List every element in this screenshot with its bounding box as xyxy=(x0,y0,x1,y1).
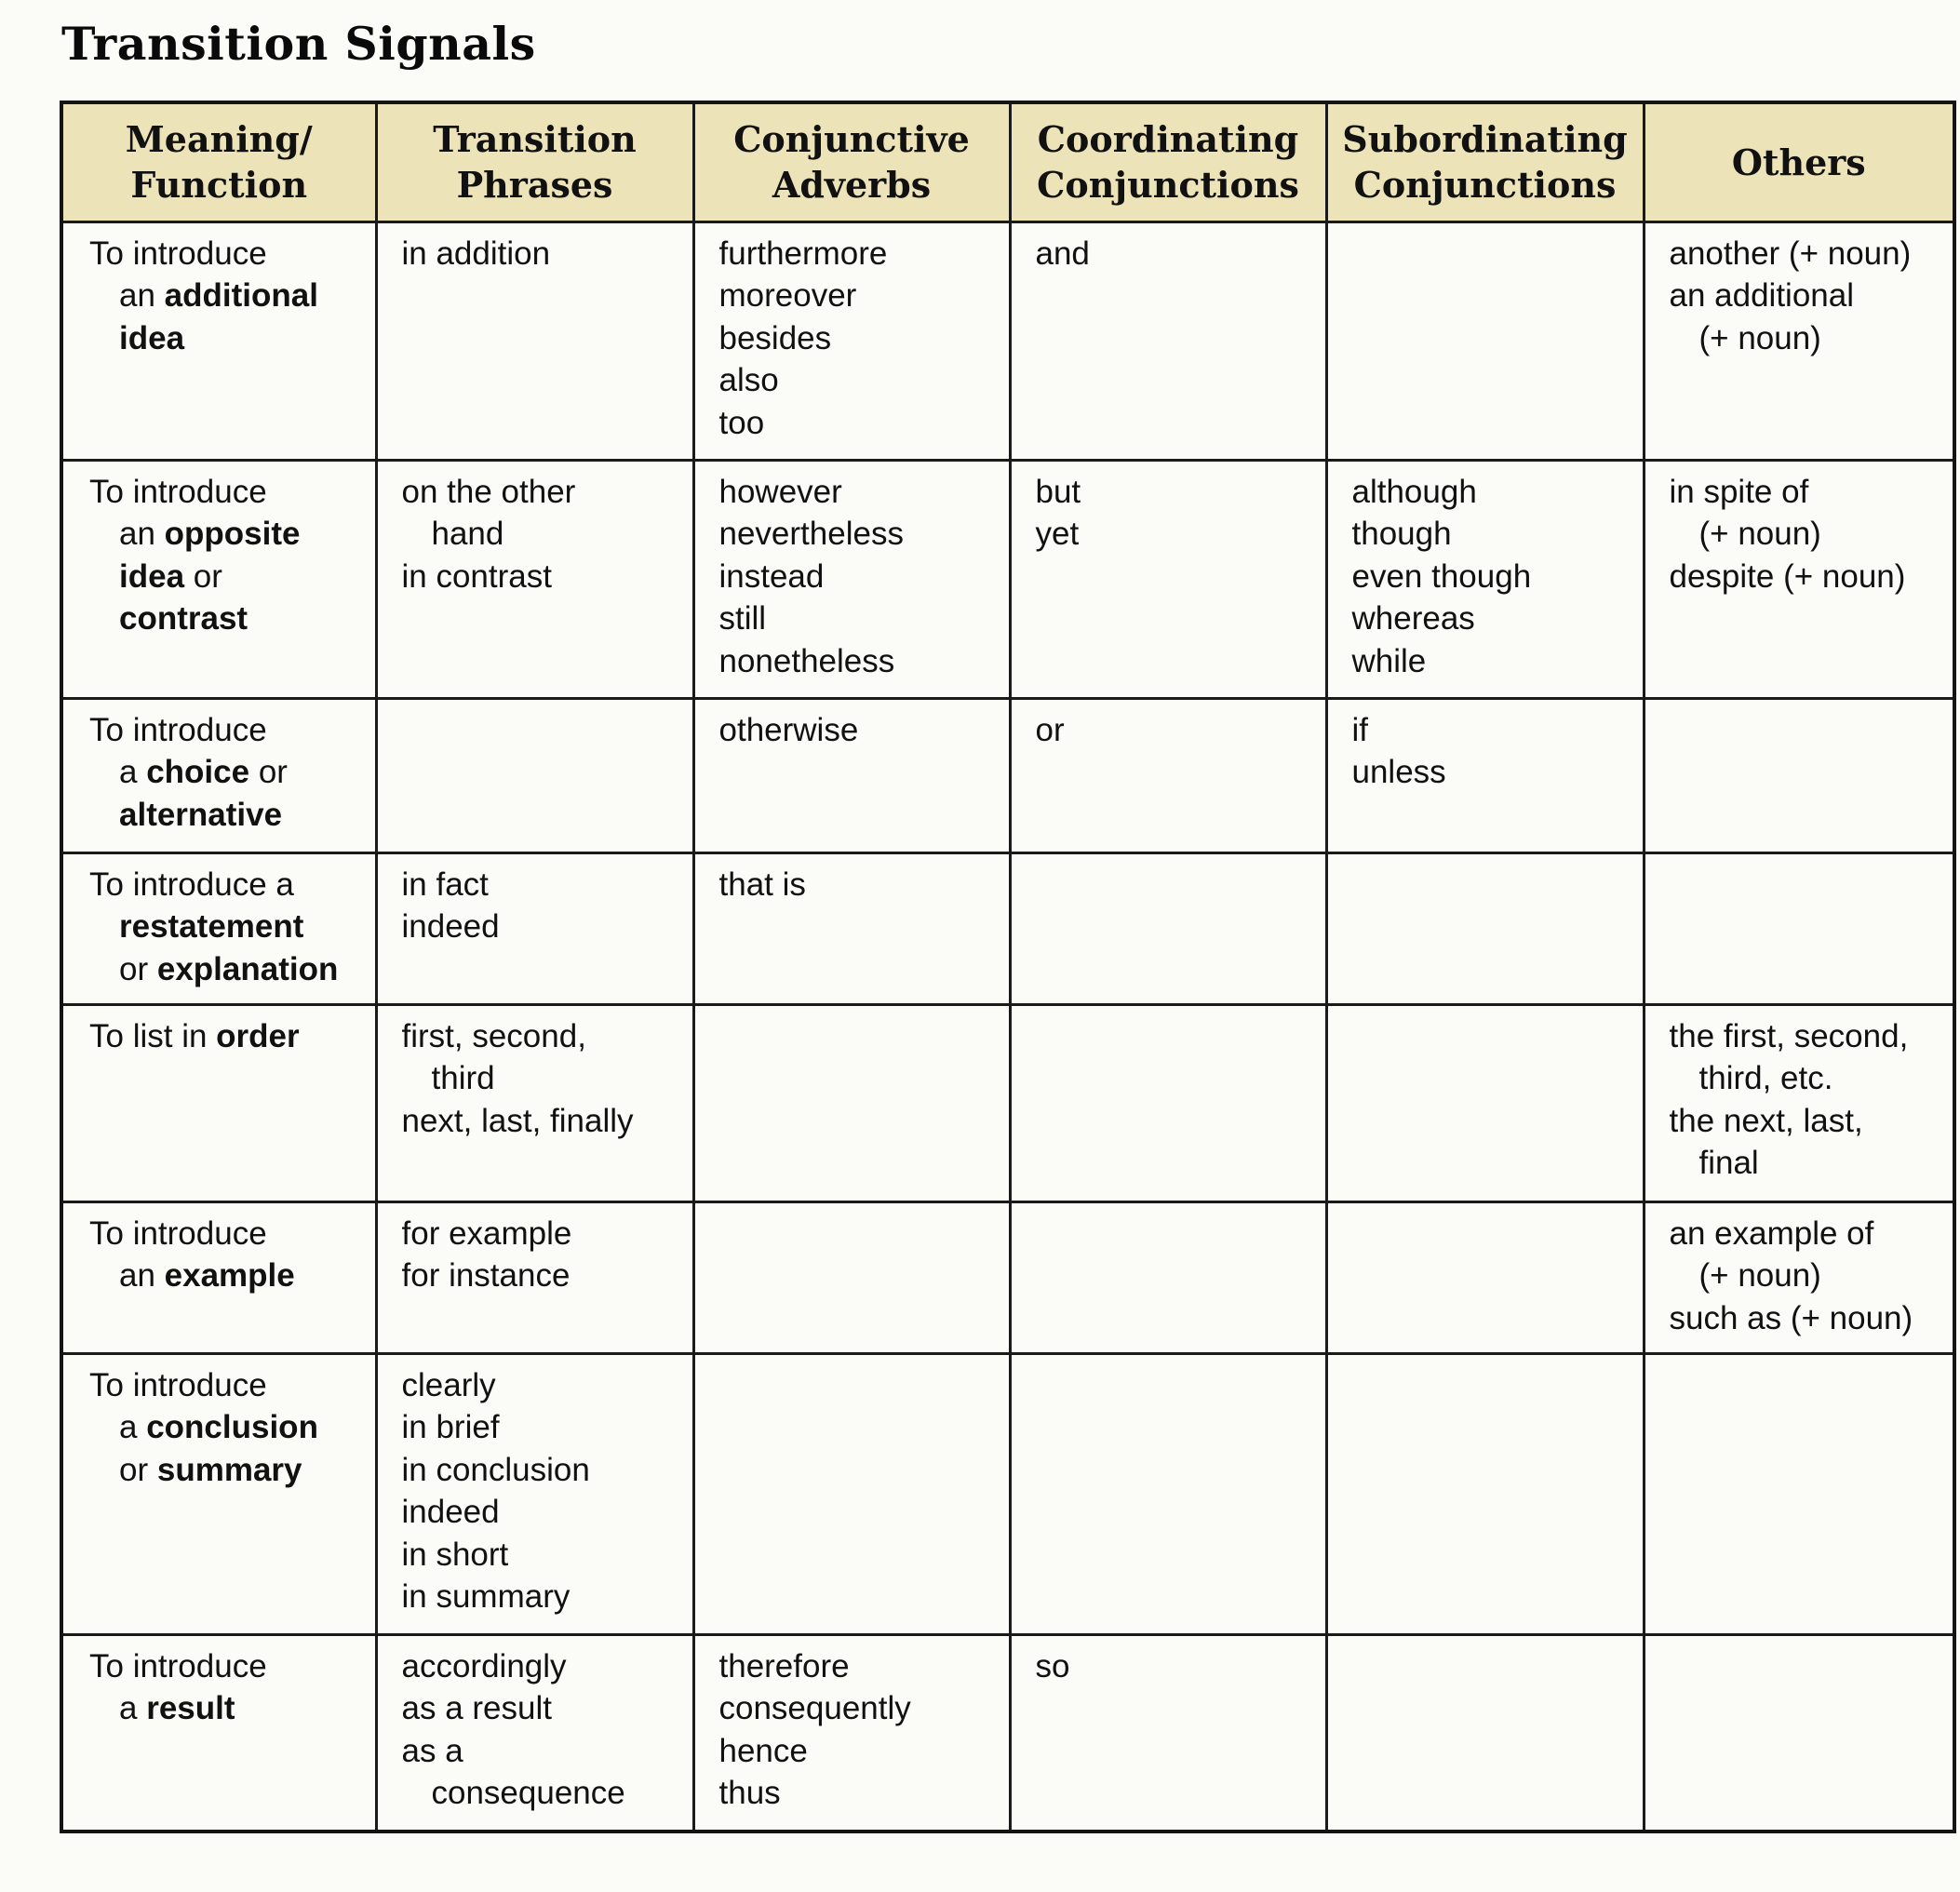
cell-line: To introduce xyxy=(89,1647,267,1684)
cell-line: a choice or xyxy=(119,754,288,790)
transition-phrases-cell xyxy=(376,1353,693,1634)
cell-line: consequently xyxy=(718,1690,911,1726)
subordinating-conjunctions-cell xyxy=(1326,852,1644,1004)
coordinating-conjunctions-cell xyxy=(1010,1201,1326,1353)
table-row-conclusion xyxy=(61,1353,1954,1634)
others-cell xyxy=(1644,1634,1954,1832)
header-text: Meaning/ xyxy=(125,118,313,161)
cell-line: such as (+ noun) xyxy=(1669,1299,1913,1336)
cell-line: in conclusion xyxy=(401,1451,590,1488)
cell-line: a result xyxy=(119,1690,235,1726)
cell-line: or explanation xyxy=(119,950,339,987)
header-row xyxy=(61,102,1954,221)
meaning-cell xyxy=(61,221,376,460)
cell-line: whereas xyxy=(1351,600,1475,637)
table-row-result xyxy=(61,1634,1954,1832)
cell-line: first, second, xyxy=(401,1017,586,1054)
table-row-list-order xyxy=(61,1004,1954,1201)
header-text: Coordinating xyxy=(1037,118,1299,161)
cell-line: clearly xyxy=(401,1366,496,1403)
transition-phrases-cell xyxy=(376,221,693,460)
others-cell xyxy=(1644,221,1954,460)
conjunctive-adverbs-cell xyxy=(693,698,1010,852)
meaning-cell xyxy=(61,460,376,698)
others-cell xyxy=(1644,1004,1954,1201)
coordinating-conjunctions-cell xyxy=(1010,1353,1326,1634)
cell-line: the next, last, xyxy=(1669,1102,1863,1139)
header-conjunctive-adverbs xyxy=(693,102,1010,221)
cell-line: nevertheless xyxy=(718,516,904,552)
transition-phrases-cell xyxy=(376,698,693,852)
conjunctive-adverbs-cell xyxy=(693,1634,1010,1832)
cell-line: yet xyxy=(1035,516,1080,552)
header-text: Others xyxy=(1731,141,1866,183)
cell-line: accordingly xyxy=(401,1647,567,1684)
cell-line: To introduce xyxy=(89,1366,267,1403)
cell-line: the first, second, xyxy=(1669,1017,1909,1054)
cell-line: despite (+ noun) xyxy=(1669,557,1906,595)
meaning-cell xyxy=(61,852,376,1004)
meaning-cell xyxy=(61,1353,376,1634)
cell-line: third, etc. xyxy=(1698,1060,1833,1096)
conjunctive-adverbs-cell xyxy=(693,852,1010,1004)
cell-line: To introduce a xyxy=(89,865,294,903)
coordinating-conjunctions-cell xyxy=(1010,698,1326,852)
cell-line: nonetheless xyxy=(718,642,895,679)
cell-line: final xyxy=(1698,1145,1759,1181)
header-text: Conjunctions xyxy=(1353,164,1617,207)
header-text: Conjunctive xyxy=(733,118,970,161)
header-text: Function xyxy=(130,164,308,207)
conjunctive-adverbs-cell xyxy=(693,460,1010,698)
header-text: Transition xyxy=(433,118,637,161)
others-cell xyxy=(1644,460,1954,698)
cell-line: instead xyxy=(718,557,825,595)
conjunctive-adverbs-cell xyxy=(693,221,1010,460)
cell-line: an example of xyxy=(1669,1214,1874,1252)
cell-line: too xyxy=(718,404,765,441)
header-text: Adverbs xyxy=(772,164,932,207)
cell-line: indeed xyxy=(401,1494,500,1530)
cell-line: in contrast xyxy=(401,557,552,595)
header-transition-phrases xyxy=(376,102,693,221)
transition-phrases-cell xyxy=(376,852,693,1004)
cell-line: on the other xyxy=(401,473,576,510)
cell-line: in short xyxy=(401,1536,509,1573)
cell-line: To introduce xyxy=(89,235,267,272)
cell-line: idea or xyxy=(119,557,222,595)
coordinating-conjunctions-cell xyxy=(1010,852,1326,1004)
cell-line: indeed xyxy=(401,908,500,945)
others-cell xyxy=(1644,1201,1954,1353)
cell-line: (+ noun) xyxy=(1698,1257,1821,1294)
cell-line: for instance xyxy=(401,1257,571,1294)
cell-line: an additional xyxy=(1669,277,1854,314)
subordinating-conjunctions-cell xyxy=(1326,1634,1644,1832)
cell-line: another (+ noun) xyxy=(1669,235,1912,272)
subordinating-conjunctions-cell xyxy=(1326,1201,1644,1353)
cell-line: hand xyxy=(431,516,504,552)
cell-line: consequence xyxy=(431,1775,625,1811)
cell-line: an example xyxy=(119,1257,295,1294)
cell-line: (+ noun) xyxy=(1698,516,1821,552)
cell-line: in fact xyxy=(401,865,489,903)
conjunctive-adverbs-cell xyxy=(693,1353,1010,1634)
cell-line: so xyxy=(1035,1647,1070,1684)
cell-line: however xyxy=(718,473,842,510)
coordinating-conjunctions-cell xyxy=(1010,460,1326,698)
coordinating-conjunctions-cell xyxy=(1010,1004,1326,1201)
cell-line: an opposite xyxy=(119,516,301,552)
cell-line: in summary xyxy=(401,1578,571,1615)
cell-line: while xyxy=(1351,642,1427,679)
header-others xyxy=(1644,102,1954,221)
cell-line: that is xyxy=(718,865,806,903)
header-text: Phrases xyxy=(456,164,613,207)
others-cell xyxy=(1644,698,1954,852)
cell-line: next, last, finally xyxy=(401,1102,634,1139)
table-row-example xyxy=(61,1201,1954,1353)
page-title: Transition Signals xyxy=(61,17,536,71)
header-coordinating-conjunctions xyxy=(1010,102,1326,221)
subordinating-conjunctions-cell xyxy=(1326,1004,1644,1201)
cell-line: or summary xyxy=(119,1451,302,1488)
header-meaning-function xyxy=(61,102,376,221)
cell-line: even though xyxy=(1351,557,1532,595)
meaning-cell xyxy=(61,1634,376,1832)
subordinating-conjunctions-cell xyxy=(1326,460,1644,698)
cell-line: moreover xyxy=(718,277,857,314)
cell-line: also xyxy=(718,362,779,398)
cell-line: thus xyxy=(718,1775,781,1811)
table-row-additional-idea xyxy=(61,221,1954,460)
transition-phrases-cell xyxy=(376,460,693,698)
table-row-opposite-idea xyxy=(61,460,1954,698)
cell-line: hence xyxy=(718,1732,808,1769)
cell-line: a conclusion xyxy=(119,1409,318,1445)
header-text: Subordinating xyxy=(1342,118,1628,161)
others-cell xyxy=(1644,852,1954,1004)
subordinating-conjunctions-cell xyxy=(1326,698,1644,852)
header-text: Conjunctions xyxy=(1037,164,1299,207)
cell-line: restatement xyxy=(119,908,304,945)
cell-line: although xyxy=(1351,473,1477,510)
table-row-restatement xyxy=(61,852,1954,1004)
cell-line: idea xyxy=(119,319,185,356)
conjunctive-adverbs-cell xyxy=(693,1201,1010,1353)
table-row-choice-alternative xyxy=(61,698,1954,852)
cell-line: still xyxy=(718,600,767,637)
cell-line: and xyxy=(1035,235,1090,272)
cell-line: as a result xyxy=(401,1690,552,1726)
cell-line: To introduce xyxy=(89,1214,267,1252)
cell-line: To introduce xyxy=(89,473,267,510)
cell-line: in addition xyxy=(401,235,551,272)
cell-line: besides xyxy=(718,319,832,356)
cell-line: in brief xyxy=(401,1409,500,1445)
cell-line: contrast xyxy=(119,600,248,637)
transition-signals-table xyxy=(60,101,1956,1833)
meaning-cell xyxy=(61,698,376,852)
cell-line: in spite of xyxy=(1669,473,1809,510)
cell-line: but xyxy=(1035,473,1081,510)
cell-line: therefore xyxy=(718,1647,850,1684)
subordinating-conjunctions-cell xyxy=(1326,1353,1644,1634)
coordinating-conjunctions-cell xyxy=(1010,1634,1326,1832)
cell-line: though xyxy=(1351,516,1452,552)
cell-line: otherwise xyxy=(718,711,859,748)
others-cell xyxy=(1644,1353,1954,1634)
cell-line: furthermore xyxy=(718,235,888,272)
meaning-cell xyxy=(61,1004,376,1201)
cell-line: if xyxy=(1351,711,1368,748)
transition-phrases-cell xyxy=(376,1201,693,1353)
cell-line: for example xyxy=(401,1214,572,1252)
transition-phrases-cell xyxy=(376,1004,693,1201)
cell-line: or xyxy=(1035,711,1065,748)
cell-line: alternative xyxy=(119,796,283,833)
meaning-cell xyxy=(61,1201,376,1353)
cell-line: To list in order xyxy=(89,1017,300,1054)
cell-line: unless xyxy=(1351,754,1446,790)
cell-line: as a xyxy=(401,1732,463,1769)
cell-line: To introduce xyxy=(89,711,267,748)
subordinating-conjunctions-cell xyxy=(1326,221,1644,460)
conjunctive-adverbs-cell xyxy=(693,1004,1010,1201)
coordinating-conjunctions-cell xyxy=(1010,221,1326,460)
cell-line: an additional xyxy=(119,277,318,314)
transition-phrases-cell xyxy=(376,1634,693,1832)
cell-line: third xyxy=(431,1060,495,1096)
header-subordinating-conjunctions xyxy=(1326,102,1644,221)
cell-line: (+ noun) xyxy=(1698,319,1821,356)
